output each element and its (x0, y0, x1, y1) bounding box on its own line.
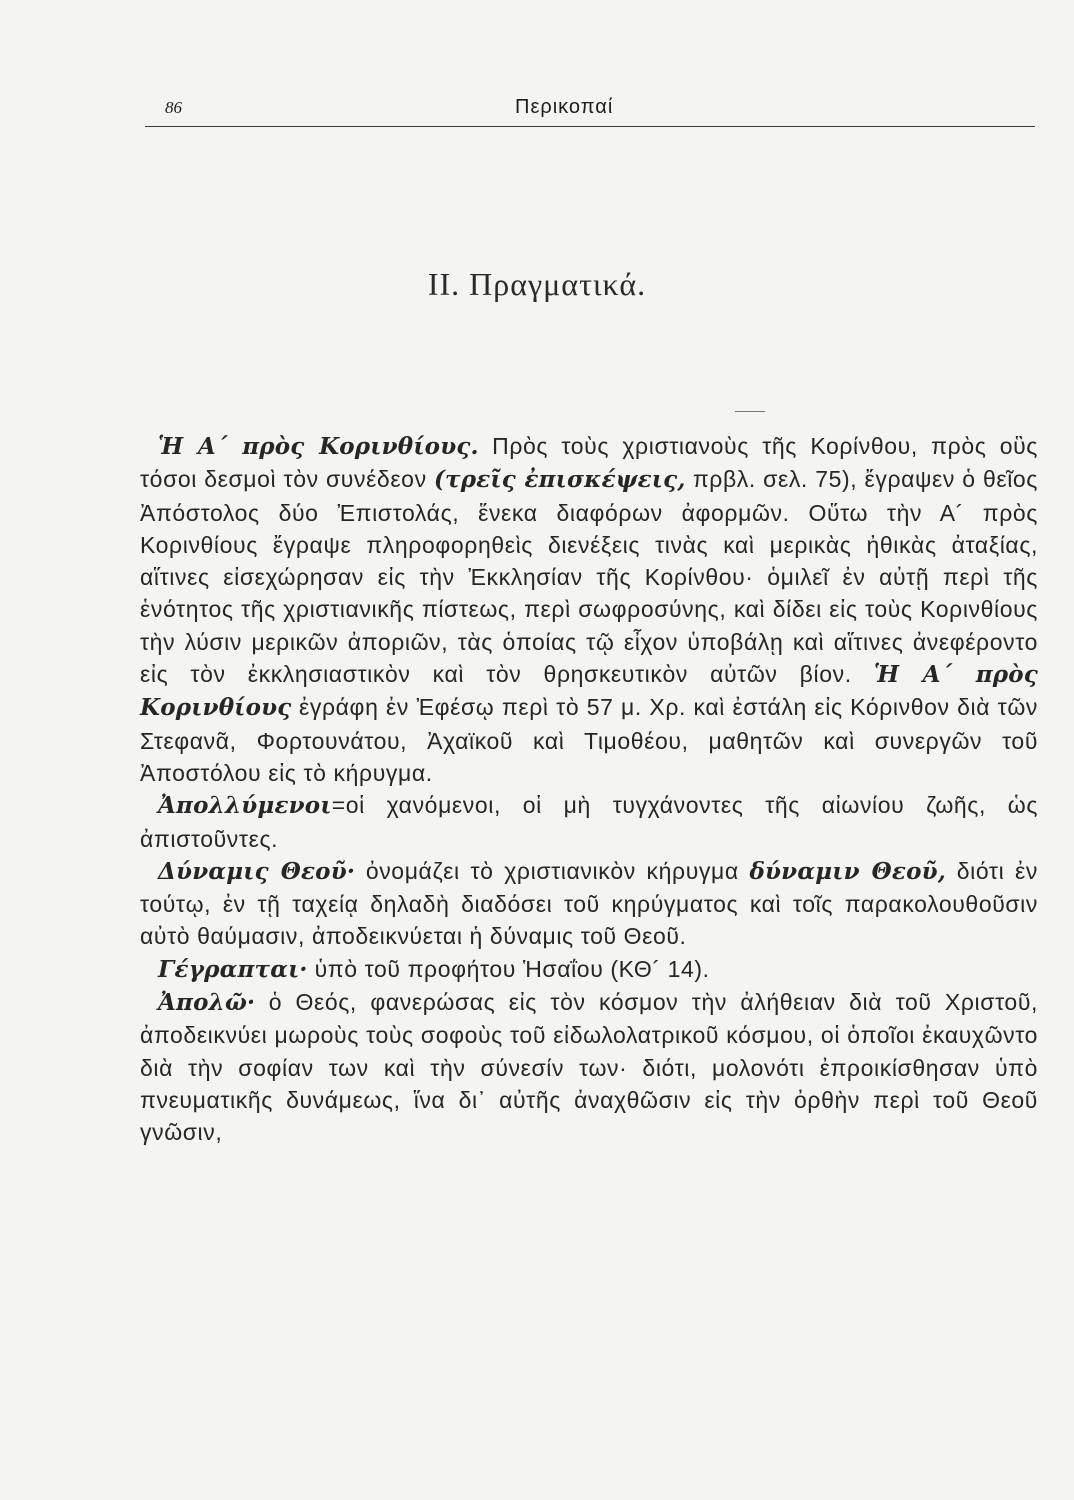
paragraph-text: =οἱ χανόμενοι, οἱ μὴ τυγχάνοντες τῆς αἰωνίου ζωῆς, ὡς ἀπιστοῦντες. (140, 792, 1038, 852)
lemma: Ἡ Α´ πρὸς Κορινθίους. (158, 433, 479, 460)
paragraph-text: διότι ἐν τούτῳ, ἐν τῇ ταχείᾳ δηλαδὴ διαδόσει τοῦ κηρύγματος καὶ τοῖς παρακολουθοῦσιν αὐτὸ θαύμασιν, ἀποδεικνύεται ἡ δύναμις τοῦ Θεοῦ. (140, 857, 1038, 950)
lemma: Ἡ Α´ πρὸς Κορινθίους (140, 661, 1038, 722)
body-text (140, 430, 1038, 1149)
paragraph-text: ὑπὸ τοῦ προφήτου Ἡσαΐου (ΚΘ´ 14). (307, 955, 710, 982)
paragraph-first-corinthians (140, 430, 1038, 789)
paragraph-apolo (140, 986, 1038, 1148)
paragraph-text: ὁ Θεός, φανερώσας εἰς τὸν κόσμον τὴν ἀλήθειαν διὰ τοῦ Χριστοῦ, ἀποδεικνύει μωροὺς τοὺς σοφοὺς τοῦ εἰδωλολατρικοῦ κόσμου, οἱ ὁποῖοι ἐκαυχῶντο διὰ τὴν σοφίαν των καὶ τὴν σύνεσίν των· διότι, μολονότι ἐπροικίσθησαν ὑπὸ πνευματικῆς δυνάμεως, ἵνα δι᾽ αὐτῆς ἀναχθῶσιν εἰς τὴν ὀρθὴν περὶ τοῦ Θεοῦ γνῶσιν, (140, 989, 1038, 1146)
lemma: (τρεῖς ἐπισκέψεις, (433, 466, 686, 494)
paragraph-gegraptai (140, 953, 1038, 986)
lemma: Ἀπολῶ· (158, 989, 256, 1017)
paragraph-text: ἐγράφη ἐν Ἐφέσῳ περὶ τὸ 57 μ. Χρ. καὶ ἐστάλη εἰς Κόρινθον διὰ τῶν Στεφανᾶ, Φορτουνάτου, Ἀχαϊκοῦ καὶ Τιμοθέου, μαθητῶν καὶ συνεργῶν τοῦ Ἀποστόλου εἰς τὸ κήρυγμα. (140, 694, 1038, 786)
paragraph-text: ὀνομάζει τὸ χριστιανικὸν κήρυγμα (355, 857, 750, 884)
decorative-rule (735, 411, 765, 412)
running-title: Περικοπαί (515, 96, 614, 118)
lemma: Δύναμις Θεοῦ· (158, 857, 356, 885)
lemma: Γέγραπται· (158, 955, 308, 983)
page-number: 86 (165, 98, 182, 117)
lemma: δύναμιν Θεοῦ, (749, 857, 947, 885)
lemma: Ἀπολλύμενοι (158, 792, 332, 820)
section-heading: ΙΙ. Πραγματικά. (427, 266, 647, 302)
paragraph-dynamis-theou (140, 855, 1038, 953)
paragraph-apollymenoi (140, 789, 1038, 855)
running-head (145, 96, 1035, 127)
paragraph-text: πρβλ. σελ. 75), ἔγραψεν ὁ θεῖος Ἀπόστολος δύο Ἐπιστολάς, ἕνεκα διαφόρων ἀφορμῶν. Οὕτω τὴν Α´ πρὸς Κορινθίους ἔγραψε πληροφορηθεὶς διενέξεις τινὰς καὶ μερικὰς ἠθικὰς ἀταξίας, αἵτινες εἰσεχώρησαν εἰς τὴν Ἐκκλησίαν τῆς Κορίνθου· ὁμιλεῖ ἐν αὐτῇ περὶ τῆς ἑνότητος τῆς χριστιανικῆς πίστεως, περὶ σωφροσύνης, καὶ δίδει εἰς τοὺς Κορινθίους τὴν λύσιν μερικῶν ἀποριῶν, τὰς ὁποίας τῷ εἶχον ὑποβάλῃ καὶ αἵτινες ἀνεφέροντο εἰς τὸν ἐκκλησιαστικὸν καὶ τὸν θρησκευτικὸν αὐτῶν βίον. (140, 466, 1038, 688)
paragraph-text: Πρὸς τοὺς χριστιανοὺς τῆς Κορίνθου, πρὸς οὓς τόσοι δεσμοὶ τὸν συνέδεον (140, 433, 1038, 493)
